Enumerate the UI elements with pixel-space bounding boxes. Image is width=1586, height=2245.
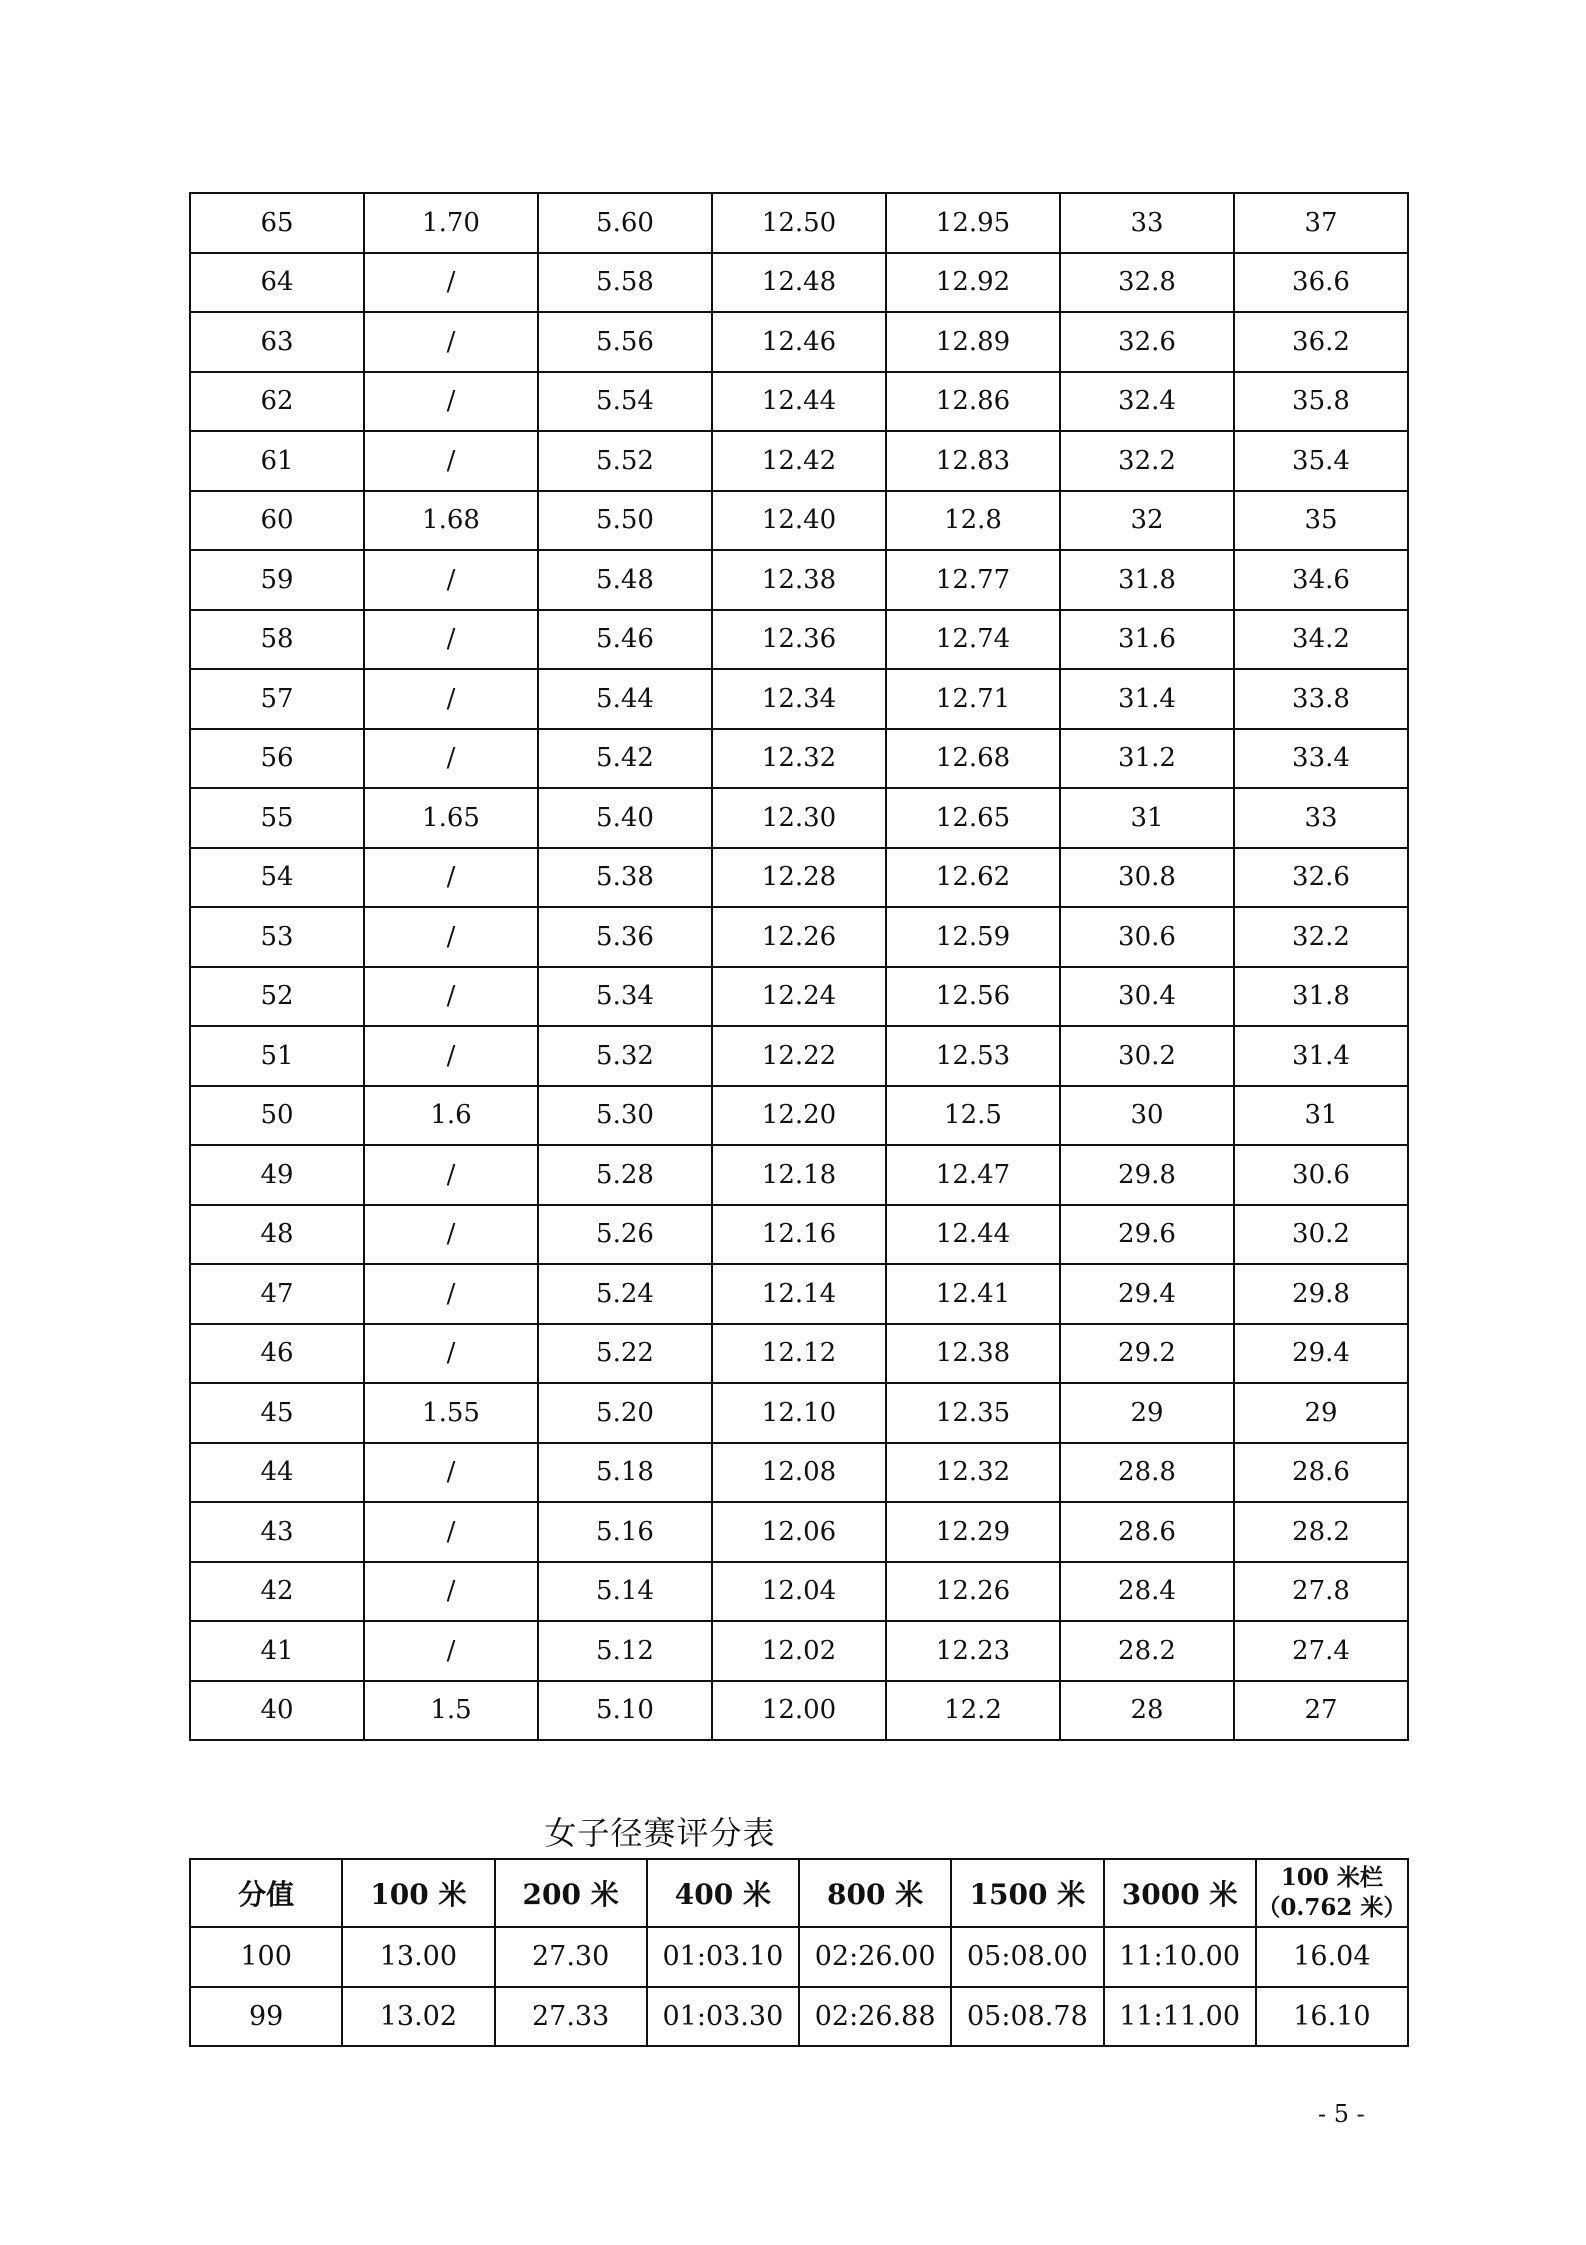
table-cell: 33 (1060, 193, 1234, 253)
table-cell: 32.6 (1060, 312, 1234, 372)
table-row (190, 1443, 1408, 1503)
table-cell: 5.40 (538, 788, 712, 848)
table-cell: 49 (190, 1145, 364, 1205)
table-cell: 5.30 (538, 1086, 712, 1146)
table-cell: / (364, 1324, 538, 1384)
table-cell: 28.4 (1060, 1562, 1234, 1622)
table-cell: 02:26.88 (799, 1987, 951, 2047)
table-cell: / (364, 253, 538, 313)
header-100m: 100 米 (342, 1859, 494, 1927)
table-cell: 30.2 (1234, 1205, 1408, 1265)
table-row (190, 1621, 1408, 1681)
table-cell: 36.6 (1234, 253, 1408, 313)
table-cell: / (364, 1145, 538, 1205)
table-cell: 29.4 (1234, 1324, 1408, 1384)
table-cell: 29 (1234, 1383, 1408, 1443)
table-row (190, 1324, 1408, 1384)
table-cell: 5.44 (538, 669, 712, 729)
table-cell: 1.68 (364, 491, 538, 551)
header-score: 分值 (190, 1859, 342, 1927)
table-cell: 31.2 (1060, 729, 1234, 789)
table-cell: 12.24 (712, 967, 886, 1027)
table-cell: 12.65 (886, 788, 1060, 848)
header-3000m: 3000 米 (1104, 1859, 1256, 1927)
table-cell: 5.36 (538, 907, 712, 967)
table-cell: 5.16 (538, 1502, 712, 1562)
table-cell: 5.20 (538, 1383, 712, 1443)
table-cell: / (364, 907, 538, 967)
table-cell: 33 (1234, 788, 1408, 848)
table-cell: 16.10 (1256, 1987, 1408, 2047)
table-cell: 30.2 (1060, 1026, 1234, 1086)
table-cell: 35 (1234, 491, 1408, 551)
table-row (190, 1383, 1408, 1443)
table-cell: 65 (190, 193, 364, 253)
table-cell: 12.95 (886, 193, 1060, 253)
table-cell: 12.56 (886, 967, 1060, 1027)
table-cell: 45 (190, 1383, 364, 1443)
table-cell: 52 (190, 967, 364, 1027)
table-cell: 27.4 (1234, 1621, 1408, 1681)
table-cell: 5.26 (538, 1205, 712, 1265)
table-cell: 53 (190, 907, 364, 967)
table-cell: 12.10 (712, 1383, 886, 1443)
hurdle-header-line1: 100 米栏 (1280, 1864, 1383, 1891)
table-row (190, 1927, 1408, 1987)
table-cell: 35.4 (1234, 431, 1408, 491)
table-row (190, 907, 1408, 967)
table-row (190, 1205, 1408, 1265)
table-cell: 05:08.00 (951, 1927, 1103, 1987)
table-cell: 12.14 (712, 1264, 886, 1324)
header-200m: 200 米 (495, 1859, 647, 1927)
table-cell: 12.22 (712, 1026, 886, 1086)
table-cell: 32.4 (1060, 372, 1234, 432)
hurdle-header-line2: （0.762 米） (1257, 1894, 1407, 1921)
table-cell: 63 (190, 312, 364, 372)
table-cell: 41 (190, 1621, 364, 1681)
table-cell: 31 (1060, 788, 1234, 848)
header-1500m: 1500 米 (951, 1859, 1103, 1927)
table-cell: 12.38 (712, 550, 886, 610)
table-row (190, 550, 1408, 610)
field-event-score-table (189, 192, 1409, 1741)
table-cell: 12.12 (712, 1324, 886, 1384)
table-cell: 12.20 (712, 1086, 886, 1146)
table-cell: 29.6 (1060, 1205, 1234, 1265)
table-cell: 12.28 (712, 848, 886, 908)
table-cell: / (364, 372, 538, 432)
table-cell: / (364, 431, 538, 491)
table-cell: 12.44 (886, 1205, 1060, 1265)
table-cell: 1.70 (364, 193, 538, 253)
table-row (190, 312, 1408, 372)
table-cell: 34.6 (1234, 550, 1408, 610)
table-cell: 29 (1060, 1383, 1234, 1443)
table-cell: 54 (190, 848, 364, 908)
table-cell: / (364, 669, 538, 729)
table-row (190, 1562, 1408, 1622)
table-cell: 5.50 (538, 491, 712, 551)
table-row (190, 967, 1408, 1027)
table-cell: 01:03.10 (647, 1927, 799, 1987)
table-cell: 12.86 (886, 372, 1060, 432)
table-row (190, 372, 1408, 432)
table-cell: 42 (190, 1562, 364, 1622)
table-cell: 31.4 (1234, 1026, 1408, 1086)
table-cell: / (364, 610, 538, 670)
table-cell: 12.74 (886, 610, 1060, 670)
table-cell: 51 (190, 1026, 364, 1086)
table-cell: 12.18 (712, 1145, 886, 1205)
table-cell: 11:10.00 (1104, 1927, 1256, 1987)
table-cell: / (364, 1621, 538, 1681)
table-cell: 30 (1060, 1086, 1234, 1146)
table-cell: 12.77 (886, 550, 1060, 610)
table-cell: 1.6 (364, 1086, 538, 1146)
table-cell: 43 (190, 1502, 364, 1562)
table-cell: 12.04 (712, 1562, 886, 1622)
header-400m: 400 米 (647, 1859, 799, 1927)
table-cell: 12.2 (886, 1681, 1060, 1741)
table-cell: 01:03.30 (647, 1987, 799, 2047)
table-cell: 5.34 (538, 967, 712, 1027)
table-cell: 12.38 (886, 1324, 1060, 1384)
table-cell: 5.24 (538, 1264, 712, 1324)
table-cell: 12.32 (886, 1443, 1060, 1503)
table-cell: 32.2 (1060, 431, 1234, 491)
table-row (190, 431, 1408, 491)
table-cell: 1.55 (364, 1383, 538, 1443)
table-cell: 32 (1060, 491, 1234, 551)
table-cell: 33.4 (1234, 729, 1408, 789)
table-cell: 12.92 (886, 253, 1060, 313)
table-cell: 64 (190, 253, 364, 313)
table-cell: 48 (190, 1205, 364, 1265)
table-cell: 16.04 (1256, 1927, 1408, 1987)
table-cell: 55 (190, 788, 364, 848)
table-cell: 12.50 (712, 193, 886, 253)
table-cell: 12.46 (712, 312, 886, 372)
table-cell: 5.52 (538, 431, 712, 491)
table-cell: 12.83 (886, 431, 1060, 491)
table-cell: 99 (190, 1987, 342, 2047)
table-cell: 5.28 (538, 1145, 712, 1205)
table-row (190, 1264, 1408, 1324)
table-cell: 12.5 (886, 1086, 1060, 1146)
table-cell: 12.16 (712, 1205, 886, 1265)
table-cell: 37 (1234, 193, 1408, 253)
table-cell: 12.48 (712, 253, 886, 313)
table-cell: 12.30 (712, 788, 886, 848)
table-cell: 5.56 (538, 312, 712, 372)
table-cell: / (364, 1264, 538, 1324)
table-cell: / (364, 1205, 538, 1265)
table-cell: 5.14 (538, 1562, 712, 1622)
table-cell: 12.89 (886, 312, 1060, 372)
table-cell: 5.12 (538, 1621, 712, 1681)
table-cell: 32.8 (1060, 253, 1234, 313)
table-cell: 1.5 (364, 1681, 538, 1741)
table-cell: / (364, 1502, 538, 1562)
table-cell: 12.06 (712, 1502, 886, 1562)
table-cell: / (364, 1443, 538, 1503)
table-cell: / (364, 729, 538, 789)
table-cell: 12.08 (712, 1443, 886, 1503)
table-cell: 32.6 (1234, 848, 1408, 908)
table-cell: 30.4 (1060, 967, 1234, 1027)
table-cell: 47 (190, 1264, 364, 1324)
track-event-score-table (189, 1858, 1409, 2047)
page-number: - 5 - (1318, 2100, 1365, 2128)
table-cell: 12.59 (886, 907, 1060, 967)
table-cell: 5.42 (538, 729, 712, 789)
table-cell: 5.60 (538, 193, 712, 253)
table-cell: 12.62 (886, 848, 1060, 908)
table-cell: 12.53 (886, 1026, 1060, 1086)
table-cell: 31.4 (1060, 669, 1234, 729)
table-cell: 30.6 (1060, 907, 1234, 967)
table-cell: 12.42 (712, 431, 886, 491)
table-cell: 29.8 (1234, 1264, 1408, 1324)
table-cell: 12.26 (712, 907, 886, 967)
table-cell: 12.00 (712, 1681, 886, 1741)
table-cell: 5.46 (538, 610, 712, 670)
header-100m-hurdles (1256, 1859, 1408, 1927)
table-cell: 27.33 (495, 1987, 647, 2047)
table-row (190, 1502, 1408, 1562)
table-cell: / (364, 1026, 538, 1086)
table-row (190, 491, 1408, 551)
table-cell: 5.10 (538, 1681, 712, 1741)
table-cell: 12.71 (886, 669, 1060, 729)
table-cell: 59 (190, 550, 364, 610)
table-cell: 5.38 (538, 848, 712, 908)
table-row (190, 610, 1408, 670)
table-cell: 30.6 (1234, 1145, 1408, 1205)
table-cell: 61 (190, 431, 364, 491)
table-cell: 29.4 (1060, 1264, 1234, 1324)
table-cell: 46 (190, 1324, 364, 1384)
table-cell: 5.48 (538, 550, 712, 610)
table-cell: 30.8 (1060, 848, 1234, 908)
table-cell: 12.29 (886, 1502, 1060, 1562)
table-cell: 31.8 (1234, 967, 1408, 1027)
table-cell: 29.2 (1060, 1324, 1234, 1384)
table-cell: 12.41 (886, 1264, 1060, 1324)
table-row (190, 1145, 1408, 1205)
table-row (190, 193, 1408, 253)
table-cell: 13.02 (342, 1987, 494, 2047)
table-cell: 28.6 (1234, 1443, 1408, 1503)
table-cell: 40 (190, 1681, 364, 1741)
table-cell: 11:11.00 (1104, 1987, 1256, 2047)
table-cell: 33.8 (1234, 669, 1408, 729)
table-cell: 12.34 (712, 669, 886, 729)
table-cell: 13.00 (342, 1927, 494, 1987)
table-cell: 5.58 (538, 253, 712, 313)
table-cell: 58 (190, 610, 364, 670)
table-cell: 60 (190, 491, 364, 551)
table-cell: 32.2 (1234, 907, 1408, 967)
table-cell: 44 (190, 1443, 364, 1503)
table-cell: 12.44 (712, 372, 886, 432)
table-cell: 5.18 (538, 1443, 712, 1503)
table-cell: 31.6 (1060, 610, 1234, 670)
table-cell: 28 (1060, 1681, 1234, 1741)
table-cell: 12.47 (886, 1145, 1060, 1205)
table-cell: 12.02 (712, 1621, 886, 1681)
table-cell: 12.26 (886, 1562, 1060, 1622)
table-cell: 02:26.00 (799, 1927, 951, 1987)
table-cell: 12.36 (712, 610, 886, 670)
table-cell: 27.30 (495, 1927, 647, 1987)
table-cell: 12.68 (886, 729, 1060, 789)
table-cell: 12.23 (886, 1621, 1060, 1681)
table-cell: / (364, 848, 538, 908)
table-row (190, 848, 1408, 908)
table-cell: 5.54 (538, 372, 712, 432)
table-cell: 28.6 (1060, 1502, 1234, 1562)
table-cell: 28.2 (1060, 1621, 1234, 1681)
table-cell: 12.35 (886, 1383, 1060, 1443)
table-row (190, 669, 1408, 729)
table-cell: 31.8 (1060, 550, 1234, 610)
table-cell: 27.8 (1234, 1562, 1408, 1622)
track-table-header-row (190, 1859, 1408, 1927)
table-cell: 5.32 (538, 1026, 712, 1086)
table-cell: 12.32 (712, 729, 886, 789)
table-row (190, 1987, 1408, 2047)
table-cell: 1.65 (364, 788, 538, 848)
table-cell: 36.2 (1234, 312, 1408, 372)
track-table-title: 女子径赛评分表 (544, 1814, 776, 1852)
table-row (190, 1086, 1408, 1146)
table-cell: / (364, 1562, 538, 1622)
table-cell: 62 (190, 372, 364, 432)
table-row (190, 788, 1408, 848)
table-cell: 100 (190, 1927, 342, 1987)
table-cell: 12.40 (712, 491, 886, 551)
table-cell: 34.2 (1234, 610, 1408, 670)
table-cell: 31 (1234, 1086, 1408, 1146)
table-cell: 50 (190, 1086, 364, 1146)
table-cell: 29.8 (1060, 1145, 1234, 1205)
table-cell: / (364, 312, 538, 372)
header-800m: 800 米 (799, 1859, 951, 1927)
table-cell: / (364, 967, 538, 1027)
table-cell: 27 (1234, 1681, 1408, 1741)
table-row (190, 729, 1408, 789)
table-cell: 57 (190, 669, 364, 729)
table-cell: 28.8 (1060, 1443, 1234, 1503)
table-cell: 05:08.78 (951, 1987, 1103, 2047)
table-cell: 28.2 (1234, 1502, 1408, 1562)
table-cell: 35.8 (1234, 372, 1408, 432)
table-row (190, 253, 1408, 313)
table-cell: 12.8 (886, 491, 1060, 551)
table-cell: 5.22 (538, 1324, 712, 1384)
table-row (190, 1026, 1408, 1086)
table-row (190, 1681, 1408, 1741)
table-cell: 56 (190, 729, 364, 789)
table-cell: / (364, 550, 538, 610)
